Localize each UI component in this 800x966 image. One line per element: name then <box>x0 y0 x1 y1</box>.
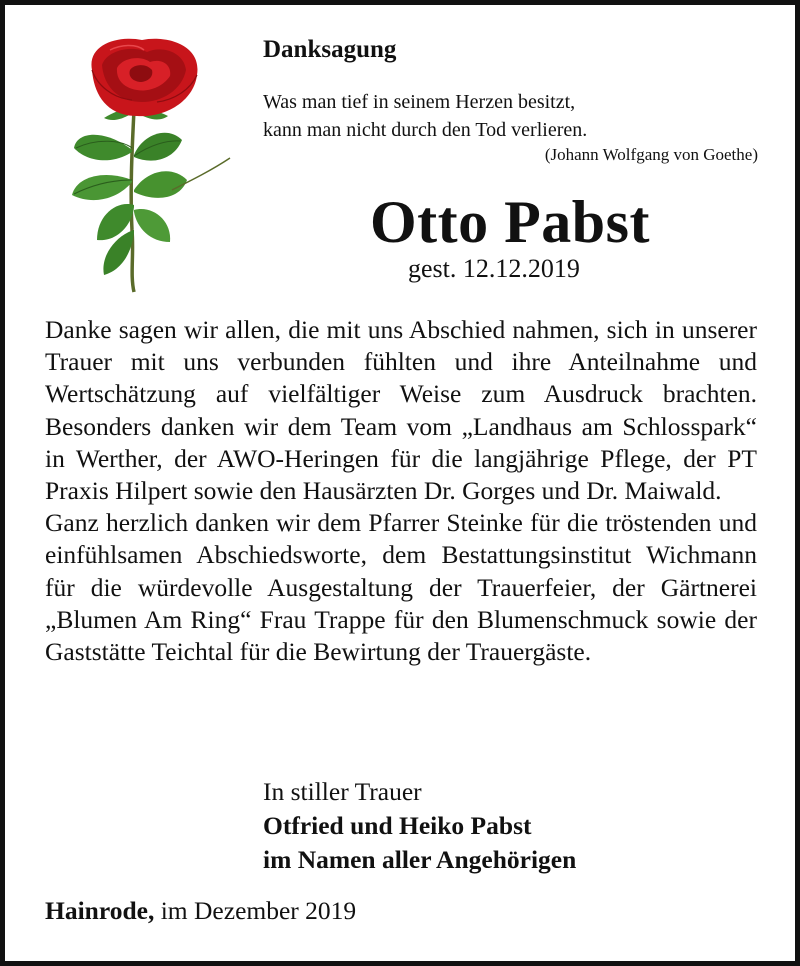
thanks-paragraph-2: Ganz herzlich danken wir dem Pfarrer Steinke für die tröstenden und einfühlsamen Abschiedsworte, dem Bestattungsinstitut Wichmann für die würdevolle Ausgestaltung der Trauerfeier, der Gärtnerei „Blumen Am Ring“ Frau Trappe für den Blumenschmuck sowie der Gaststätte Teichtal für die Bewirtung der Trauergäste. <box>45 508 757 667</box>
quote-author: (Johann Wolfgang von Goethe) <box>544 145 758 164</box>
death-date: gest. 12.12.2019 <box>408 254 580 283</box>
signoff-relatives: im Namen aller Angehörigen <box>263 845 577 874</box>
deceased-name: Otto Pabst <box>370 189 650 255</box>
goethe-quote <box>263 88 587 144</box>
thanks-paragraph-1: Danke sagen wir allen, die mit uns Abschied nahmen, sich in unserer Trauer mit uns verbunden fühlten und ihre Anteilnahme und Wertschätzung auf vielfältiger Weise zum Ausdruck brachten. Besonders danken wir dem Team vom „Landhaus am Schlosspark“ in Werther, der AWO-Heringen für die langjährige Pflege, der PT Praxis Hilpert sowie den Hausärzten Dr. Gorges und Dr. Maiwald. <box>45 315 757 506</box>
place-and-date <box>45 896 356 926</box>
quote-line-2: kann man nicht durch den Tod verlieren. <box>263 119 588 141</box>
signoff-names: Otfried und Heiko Pabst <box>263 811 532 840</box>
quote-line-1: Was man tief in seinem Herzen besitzt, <box>263 91 576 113</box>
notice-heading: Danksagung <box>263 36 397 63</box>
thanks-text <box>45 314 757 668</box>
signoff <box>263 775 576 877</box>
signoff-intro: In stiller Trauer <box>263 777 422 806</box>
place-when: im Dezember 2019 <box>160 896 357 925</box>
place-town: Hainrode, <box>45 896 155 925</box>
